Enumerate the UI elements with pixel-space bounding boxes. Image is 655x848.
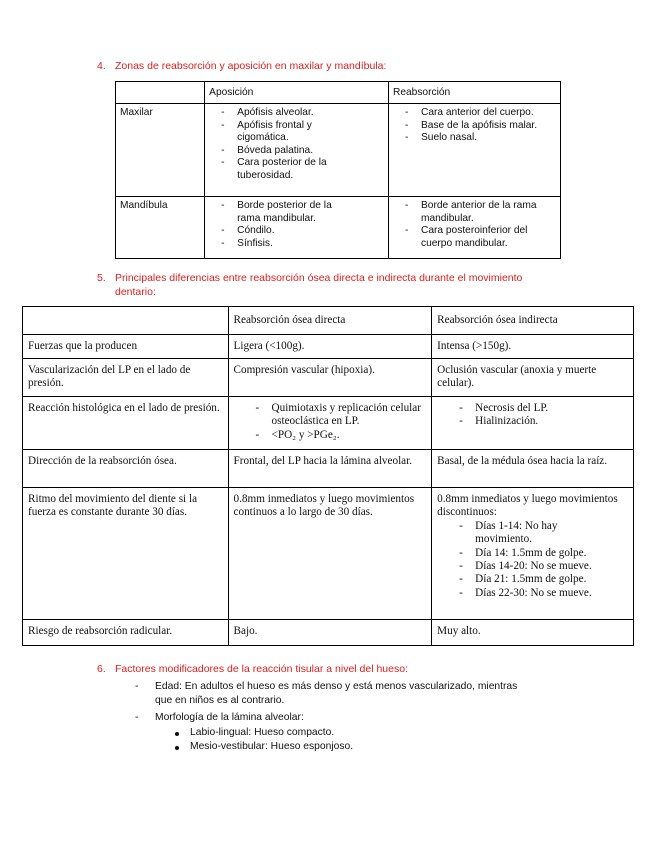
- row-label: Maxilar: [116, 104, 205, 197]
- list-item: - Quimiotaxis y replicación celular osteoclástica en LP.: [272, 402, 427, 429]
- header-cell: Reabsorción ósea directa: [228, 307, 432, 335]
- table-row: [23, 620, 634, 646]
- list-item: - <PO₂ y >PGe₂.: [272, 429, 427, 442]
- row-label: Fuerzas que la producen: [23, 335, 229, 359]
- section-number: 4.: [97, 60, 106, 72]
- table-header-row: [116, 82, 561, 104]
- table-row: [23, 359, 634, 397]
- table-row: [23, 488, 634, 620]
- table-row: [23, 450, 634, 488]
- indirecta-cell: [432, 397, 634, 450]
- row-label: Dirección de la reabsorción ósea.: [23, 450, 229, 488]
- bullet-dash: -: [135, 712, 139, 723]
- section-4-heading: [97, 59, 517, 73]
- reabsorption-apposition-table: [115, 81, 561, 259]
- directa-cell: 0.8mm inmediatos y luego movimientos continuos a lo largo de 30 días.: [228, 488, 432, 620]
- indirecta-cell: [432, 488, 634, 620]
- list-item: - Día 14: 1.5mm de golpe.: [475, 547, 628, 560]
- bullet-dot-icon: [175, 746, 179, 750]
- section-title: Zonas de reabsorción y aposición en maxilar y mandíbula:: [115, 60, 387, 72]
- aposicion-cell: [205, 104, 389, 197]
- table-row: [116, 104, 561, 197]
- section-title-line-2: dentario:: [115, 286, 156, 298]
- directa-cell: Ligera (<100g).: [228, 335, 432, 359]
- list-item: - Días 22-30: No se mueve.: [475, 587, 628, 600]
- row-label: Mandíbula: [116, 197, 205, 259]
- list-item: - Cara posteroinferior del cuerpo mandibular.: [421, 225, 551, 250]
- list-item: - Base de la apófisis malar.: [421, 120, 556, 133]
- direct-indirect-resorption-table: [22, 306, 634, 646]
- list-item: - Borde posterior de la rama mandibular.: [237, 200, 355, 225]
- header-cell: [116, 82, 205, 104]
- edad-line-1: Edad: En adultos el hueso es más denso y está menos vascularizado, mientras: [155, 681, 518, 692]
- directa-cell: Frontal, del LP hacia la lámina alveolar.: [228, 450, 432, 488]
- sub-item-mesio-vestibular: Mesio-vestibular: Hueso esponjoso.: [190, 741, 354, 752]
- list-item: - Días 1-14: No hay movimiento.: [475, 520, 585, 547]
- indirecta-cell: Muy alto.: [432, 620, 634, 646]
- list-item: - Cara anterior del cuerpo.: [421, 107, 556, 120]
- section-5-heading: [97, 271, 597, 299]
- indirecta-cell: Basal, de la médula ósea hacia la raíz.: [432, 450, 634, 488]
- section-6-heading: [97, 662, 497, 676]
- directa-cell: Compresión vascular (hipoxia).: [228, 359, 432, 397]
- header-cell: Aposición: [205, 82, 389, 104]
- list-item: - Borde anterior de la rama mandibular.: [421, 200, 556, 225]
- row-label: Reacción histológica en el lado de presión.: [23, 397, 229, 450]
- edad-line-2: que en niños es al contrario.: [155, 695, 285, 706]
- cell-intro: 0.8mm inmediatos y luego movimientos discontinuos:: [437, 493, 618, 519]
- morfologia-item: Morfología de la lámina alveolar:: [155, 712, 304, 723]
- indirecta-cell: Oclusión vascular (anoxia y muerte celular).: [432, 359, 634, 397]
- directa-cell: Bajo.: [228, 620, 432, 646]
- header-cell: [23, 307, 229, 335]
- list-item: - Bóveda palatina.: [237, 145, 384, 158]
- table-row: [116, 197, 561, 259]
- table-row: [23, 335, 634, 359]
- list-item: - Hialinización.: [475, 415, 628, 428]
- list-item: - Necrosis del LP.: [475, 402, 628, 415]
- header-cell: Reabsorción: [388, 82, 560, 104]
- reabsorcion-cell: [388, 197, 560, 259]
- bullet-dash: -: [135, 681, 139, 692]
- table-header-row: [23, 307, 634, 335]
- list-item: - Sínfisis.: [237, 238, 384, 251]
- section-title: Factores modificadores de la reacción tisular a nivel del hueso:: [115, 663, 408, 675]
- header-cell: Reabsorción ósea indirecta: [432, 307, 634, 335]
- list-item: - Apófisis frontal y cigomática.: [237, 120, 342, 145]
- list-item: - Apófisis alveolar.: [237, 107, 384, 120]
- row-label: Ritmo del movimiento del diente si la fuerza es constante durante 30 días.: [23, 488, 229, 620]
- list-item: - Días 14-20: No se mueve.: [475, 560, 628, 573]
- reabsorcion-cell: [388, 104, 560, 197]
- aposicion-cell: [205, 197, 389, 259]
- list-item: - Cara posterior de la tuberosidad.: [237, 157, 357, 182]
- directa-cell: [228, 397, 432, 450]
- bullet-dot-icon: [175, 732, 179, 736]
- sub-item-labio-lingual: Labio-lingual: Hueso compacto.: [190, 727, 335, 738]
- list-item: - Suelo nasal.: [421, 132, 556, 145]
- section-number: 6.: [97, 663, 106, 675]
- list-item: - Cóndilo.: [237, 225, 384, 238]
- indirecta-cell: Intensa (>150g).: [432, 335, 634, 359]
- section-title-line-1: Principales diferencias entre reabsorción ósea directa e indirecta durante el movimiento: [115, 272, 523, 284]
- table-row: [23, 397, 634, 450]
- section-number: 5.: [97, 272, 106, 284]
- row-label: Riesgo de reabsorción radicular.: [23, 620, 229, 646]
- list-item: - Día 21: 1.5mm de golpe.: [475, 573, 628, 586]
- row-label: Vascularización del LP en el lado de presión.: [23, 359, 229, 397]
